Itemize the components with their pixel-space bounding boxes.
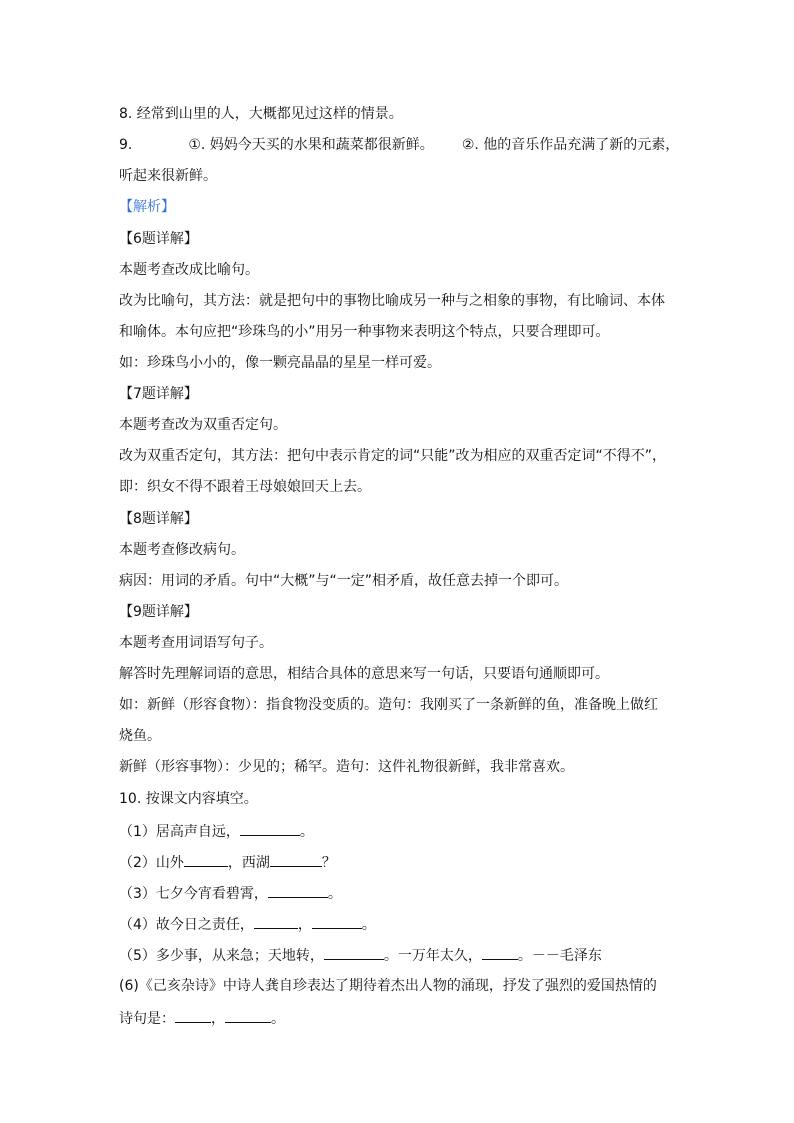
q10-item-6-answer <box>119 1008 679 1028</box>
q6-heading: 【6题详解】 <box>119 231 198 247</box>
q10-item-2-end: ？ <box>321 855 336 871</box>
q10-item-5-end: 。－－毛泽东 <box>517 948 602 964</box>
q10-item-6-end: 。 <box>271 1011 285 1027</box>
q6-line-2: 改为比喻句，其方法：就是把句中的事物比喻成另一种与之相象的事物，有比喻词、本体 <box>119 293 665 309</box>
fill-blank[interactable] <box>240 821 300 836</box>
q10-item-2-mid: ，西湖 <box>227 855 270 871</box>
fill-blank[interactable] <box>254 914 298 929</box>
fill-blank[interactable] <box>312 914 362 929</box>
answer-9-part-1: ①. 妈妈今天买的水果和蔬菜都很新鲜。 <box>188 137 434 153</box>
q9-line-2: 解答时先理解词语的意思，相结合具体的意思来写一句话，只要语句通顺即可。 <box>119 666 609 682</box>
fill-blank[interactable] <box>324 945 384 960</box>
q8-line-2: 病因：用词的矛盾。句中“大概”与“一定”相矛盾，故任意去掉一个即可。 <box>119 573 569 589</box>
q9-line-1: 本题考查用词语写句子。 <box>119 635 273 651</box>
q6-line-4: 如：珍珠鸟小小的，像一颗亮晶晶的星星一样可爱。 <box>119 355 441 371</box>
q9-heading: 【9题详解】 <box>119 604 198 620</box>
q7-heading: 【7题详解】 <box>119 386 198 402</box>
q10-item-2-text: （2）山外 <box>119 855 184 871</box>
q10-item-1 <box>119 821 679 841</box>
fill-blank[interactable] <box>175 1008 211 1023</box>
q7-line-2: 改为双重否定句，其方法：把句中表示肯定的词“只能”改为相应的双重否定词“不得不”， <box>119 448 667 464</box>
q7-line-1: 本题考查改为双重否定句。 <box>119 417 287 433</box>
q6-line-3: 和喻体。本句应把“珍珠鸟的小”用另一种事物来表明这个特点，只要合理即可。 <box>119 324 610 340</box>
answer-8: 8. 经常到山里的人，大概都见过这样的情景。 <box>119 106 403 122</box>
q10-item-5-text: （5）多少事，从来急；天地转， <box>119 948 324 964</box>
q8-line-1: 本题考查修改病句。 <box>119 542 245 558</box>
q10-item-2 <box>119 852 679 872</box>
q10-item-3 <box>119 883 679 903</box>
answer-9-continuation: 听起来很新鲜。 <box>119 168 217 184</box>
q6-line-1: 本题考查改成比喻句。 <box>119 262 259 278</box>
fill-blank[interactable] <box>270 852 322 867</box>
q10-item-3-end: 。 <box>327 886 342 902</box>
answer-9-number: 9. <box>119 137 133 153</box>
fill-blank[interactable] <box>268 883 328 898</box>
q10-item-4-end: 。 <box>361 917 376 933</box>
q10-item-5-mid: 。一万年太久， <box>383 948 482 964</box>
q10-item-6: (6)《己亥杂诗》中诗人龚自珍表达了期待着杰出人物的涌现，抒发了强烈的爱国热情的 <box>119 978 657 994</box>
q9-line-3: 如：新鲜（形容食物）：指食物没变质的。造句：我刚买了一条新鲜的鱼，准备晚上做红 <box>119 697 658 713</box>
fill-blank[interactable] <box>482 945 518 960</box>
q9-line-4: 烧鱼。 <box>119 728 161 744</box>
q10-item-6-mid: ， <box>211 1011 225 1027</box>
q7-line-3: 即：织女不得不跟着王母娘娘回天上去。 <box>119 479 371 495</box>
q10-item-4-text: （4）故今日之责任， <box>119 917 254 933</box>
answer-9-part-2: ②. 他的音乐作品充满了新的元素， <box>461 137 680 153</box>
q10-item-4 <box>119 914 679 934</box>
q10-item-5 <box>119 945 679 965</box>
q10-item-1-text: （1）居高声自远， <box>119 824 240 840</box>
q10-title: 10. 按课文内容填空。 <box>119 791 258 807</box>
q10-item-1-end: 。 <box>299 824 314 840</box>
q10-item-6-text: 诗句是： <box>119 1011 175 1027</box>
fill-blank[interactable] <box>225 1008 271 1023</box>
q10-item-4-mid: ， <box>297 917 312 933</box>
q9-line-5: 新鲜（形容事物）：少见的；稀罕。造句：这件礼物很新鲜，我非常喜欢。 <box>119 759 574 775</box>
answer-9 <box>119 136 679 154</box>
analysis-label: 【解析】 <box>119 199 175 215</box>
q8-heading: 【8题详解】 <box>119 511 198 527</box>
fill-blank[interactable] <box>184 852 228 867</box>
q10-item-3-text: （3）七夕今宵看碧霄， <box>119 886 268 902</box>
